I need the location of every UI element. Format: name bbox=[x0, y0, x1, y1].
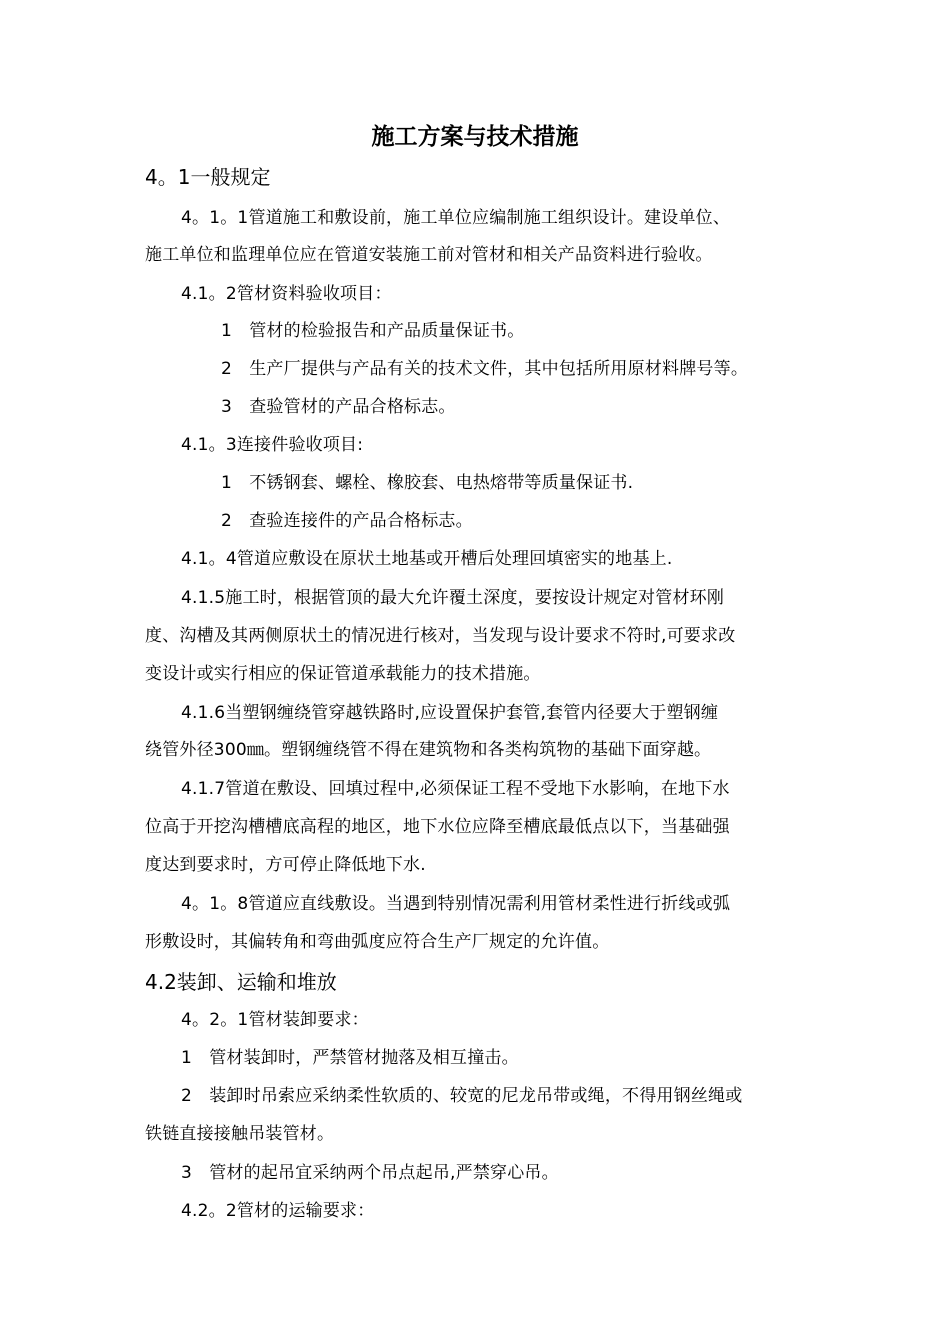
paragraph-line: 4。1。1管道施工和敷设前，施工单位应编制施工组织设计。建设单位、 bbox=[181, 208, 731, 228]
paragraph-line: 4。1。8管道应直线敷设。当遇到特别情况需利用管材柔性进行折线或弧 bbox=[181, 894, 731, 914]
list-item: 2 查验连接件的产品合格标志。 bbox=[221, 511, 473, 531]
paragraph-line: 形敷设时，其偏转角和弯曲弧度应符合生产厂规定的允许值。 bbox=[145, 932, 610, 952]
paragraph-line: 度达到要求时，方可停止降低地下水. bbox=[145, 855, 426, 875]
paragraph-line: 4.2。2管材的运输要求： bbox=[181, 1201, 375, 1221]
paragraph-line: 位高于开挖沟槽槽底高程的地区，地下水位应降至槽底最低点以下，当基础强 bbox=[145, 817, 730, 837]
paragraph-line: 度、沟槽及其两侧原状土的情况进行核对，当发现与设计要求不符时,可要求改 bbox=[145, 626, 736, 646]
paragraph-line: 4.1.6当塑钢缠绕管穿越铁路时,应设置保护套管,套管内径要大于塑钢缠 bbox=[181, 703, 719, 723]
paragraph-line: 变设计或实行相应的保证管道承载能力的技术措施。 bbox=[145, 664, 541, 684]
paragraph-line: 4.1。3连接件验收项目: bbox=[181, 435, 364, 455]
paragraph-line: 铁链直接接触吊装管材。 bbox=[145, 1124, 335, 1144]
list-item: 3 管材的起吊宜采纳两个吊点起吊,严禁穿心吊。 bbox=[181, 1163, 559, 1183]
paragraph-line: 4.1.5施工时，根据管顶的最大允许覆土深度，要按设计规定对管材环刚 bbox=[181, 588, 725, 608]
list-item: 1 管材的检验报告和产品质量保证书。 bbox=[221, 321, 525, 341]
paragraph-line: 4.1。4管道应敷设在原状土地基或开槽后处理回填密实的地基上. bbox=[181, 549, 673, 569]
section-heading-4-2: 4.2装卸、运输和堆放 bbox=[145, 970, 337, 994]
list-item: 2 装卸时吊索应采纳柔性软质的、较宽的尼龙吊带或绳，不得用钢丝绳或 bbox=[181, 1086, 743, 1106]
list-item: 2 生产厂提供与产品有关的技术文件，其中包括所用原材料牌号等。 bbox=[221, 359, 749, 379]
section-heading-4-1: 4。1一般规定 bbox=[145, 165, 271, 189]
paragraph-line: 4.1。2管材资料验收项目： bbox=[181, 284, 392, 304]
list-item: 3 查验管材的产品合格标志。 bbox=[221, 397, 456, 417]
list-item: 1 不锈钢套、螺栓、橡胶套、电热熔带等质量保证书. bbox=[221, 473, 634, 493]
paragraph-line: 绕管外径300㎜。塑钢缠绕管不得在建筑物和各类构筑物的基础下面穿越。 bbox=[145, 740, 712, 760]
paragraph-line: 4。2。1管材装卸要求： bbox=[181, 1010, 369, 1030]
paragraph-line: 施工单位和监理单位应在管道安装施工前对管材和相关产品资料进行验收。 bbox=[145, 245, 713, 265]
document-title: 施工方案与技术措施 bbox=[371, 124, 579, 150]
list-item: 1 管材装卸时，严禁管材抛落及相互撞击。 bbox=[181, 1048, 519, 1068]
paragraph-line: 4.1.7管道在敷设、回填过程中,必须保证工程不受地下水影响，在地下水 bbox=[181, 779, 730, 799]
